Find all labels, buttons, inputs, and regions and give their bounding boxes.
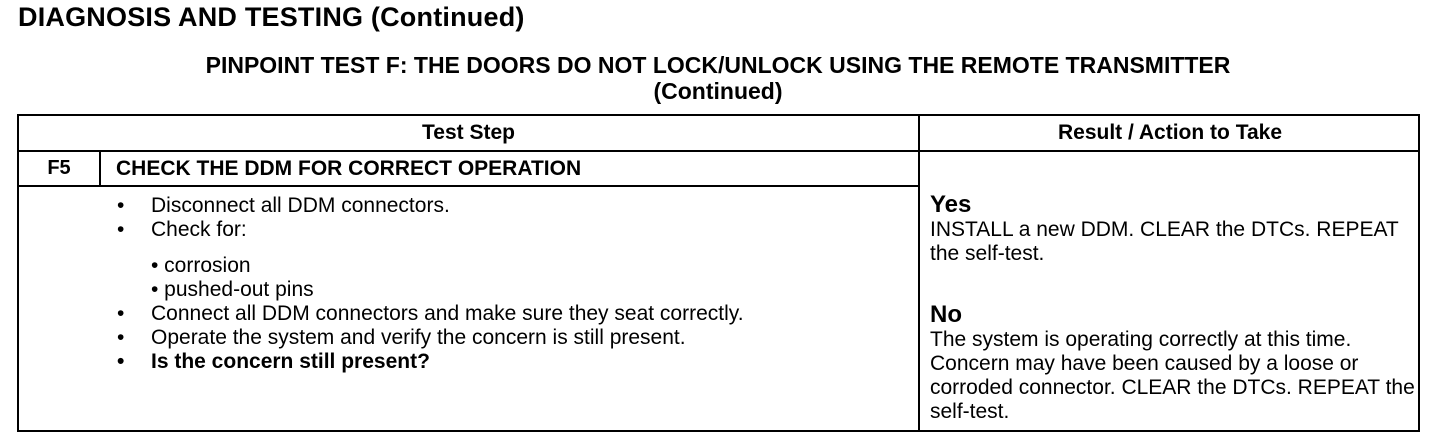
- step-text: Check for:: [151, 218, 247, 241]
- check-item: • pushed-out pins: [151, 278, 314, 301]
- list-item: [111, 350, 911, 374]
- list-item: [111, 218, 911, 242]
- yes-block: [930, 192, 1416, 266]
- step-instructions: [111, 194, 911, 374]
- yes-label: Yes: [930, 191, 972, 218]
- step-question: Is the concern still present?: [151, 350, 430, 373]
- pinpoint-test-title-line1: PINPOINT TEST F: THE DOORS DO NOT LOCK/UNLOCK USING THE REMOTE TRANSMITTER: [205, 52, 1231, 78]
- pinpoint-test-title-line2: (Continued): [653, 78, 783, 104]
- step-title: CHECK THE DDM FOR CORRECT OPERATION: [116, 157, 582, 180]
- check-for-list: [111, 254, 911, 302]
- pinpoint-test-title: [0, 52, 1436, 104]
- bullet-icon: •: [117, 302, 125, 325]
- list-item: [111, 194, 911, 218]
- bullet-icon: •: [117, 326, 125, 349]
- header-test-step: Test Step: [422, 121, 515, 144]
- step-heading-row: [19, 152, 920, 187]
- no-label: No: [930, 301, 962, 328]
- header-result-action: Result / Action to Take: [1057, 121, 1283, 144]
- no-block: [930, 302, 1416, 424]
- table-header-row: [19, 116, 1418, 152]
- step-text: Disconnect all DDM connectors.: [151, 194, 450, 217]
- step-text: Connect all DDM connectors and make sure they seat correctly.: [151, 302, 744, 325]
- list-item: [111, 302, 911, 326]
- yes-action: INSTALL a new DDM. CLEAR the DTCs. REPEAT the self-test.: [930, 218, 1399, 265]
- page-heading: DIAGNOSIS AND TESTING (Continued): [18, 2, 525, 32]
- step-id: F5: [19, 152, 101, 185]
- pinpoint-test-table: [17, 114, 1420, 432]
- bullet-icon: •: [117, 194, 125, 217]
- step-text: Operate the system and verify the concern is still present.: [151, 326, 686, 349]
- result-action: [930, 192, 1416, 424]
- bullet-icon: •: [117, 218, 125, 241]
- list-item: [111, 326, 911, 350]
- check-item: • corrosion: [151, 254, 251, 277]
- no-action: The system is operating correctly at this time. Concern may have been caused by a loose or corroded connector. CLEAR the DTCs. REPEAT the self-test.: [930, 328, 1415, 423]
- bullet-icon: •: [117, 350, 125, 373]
